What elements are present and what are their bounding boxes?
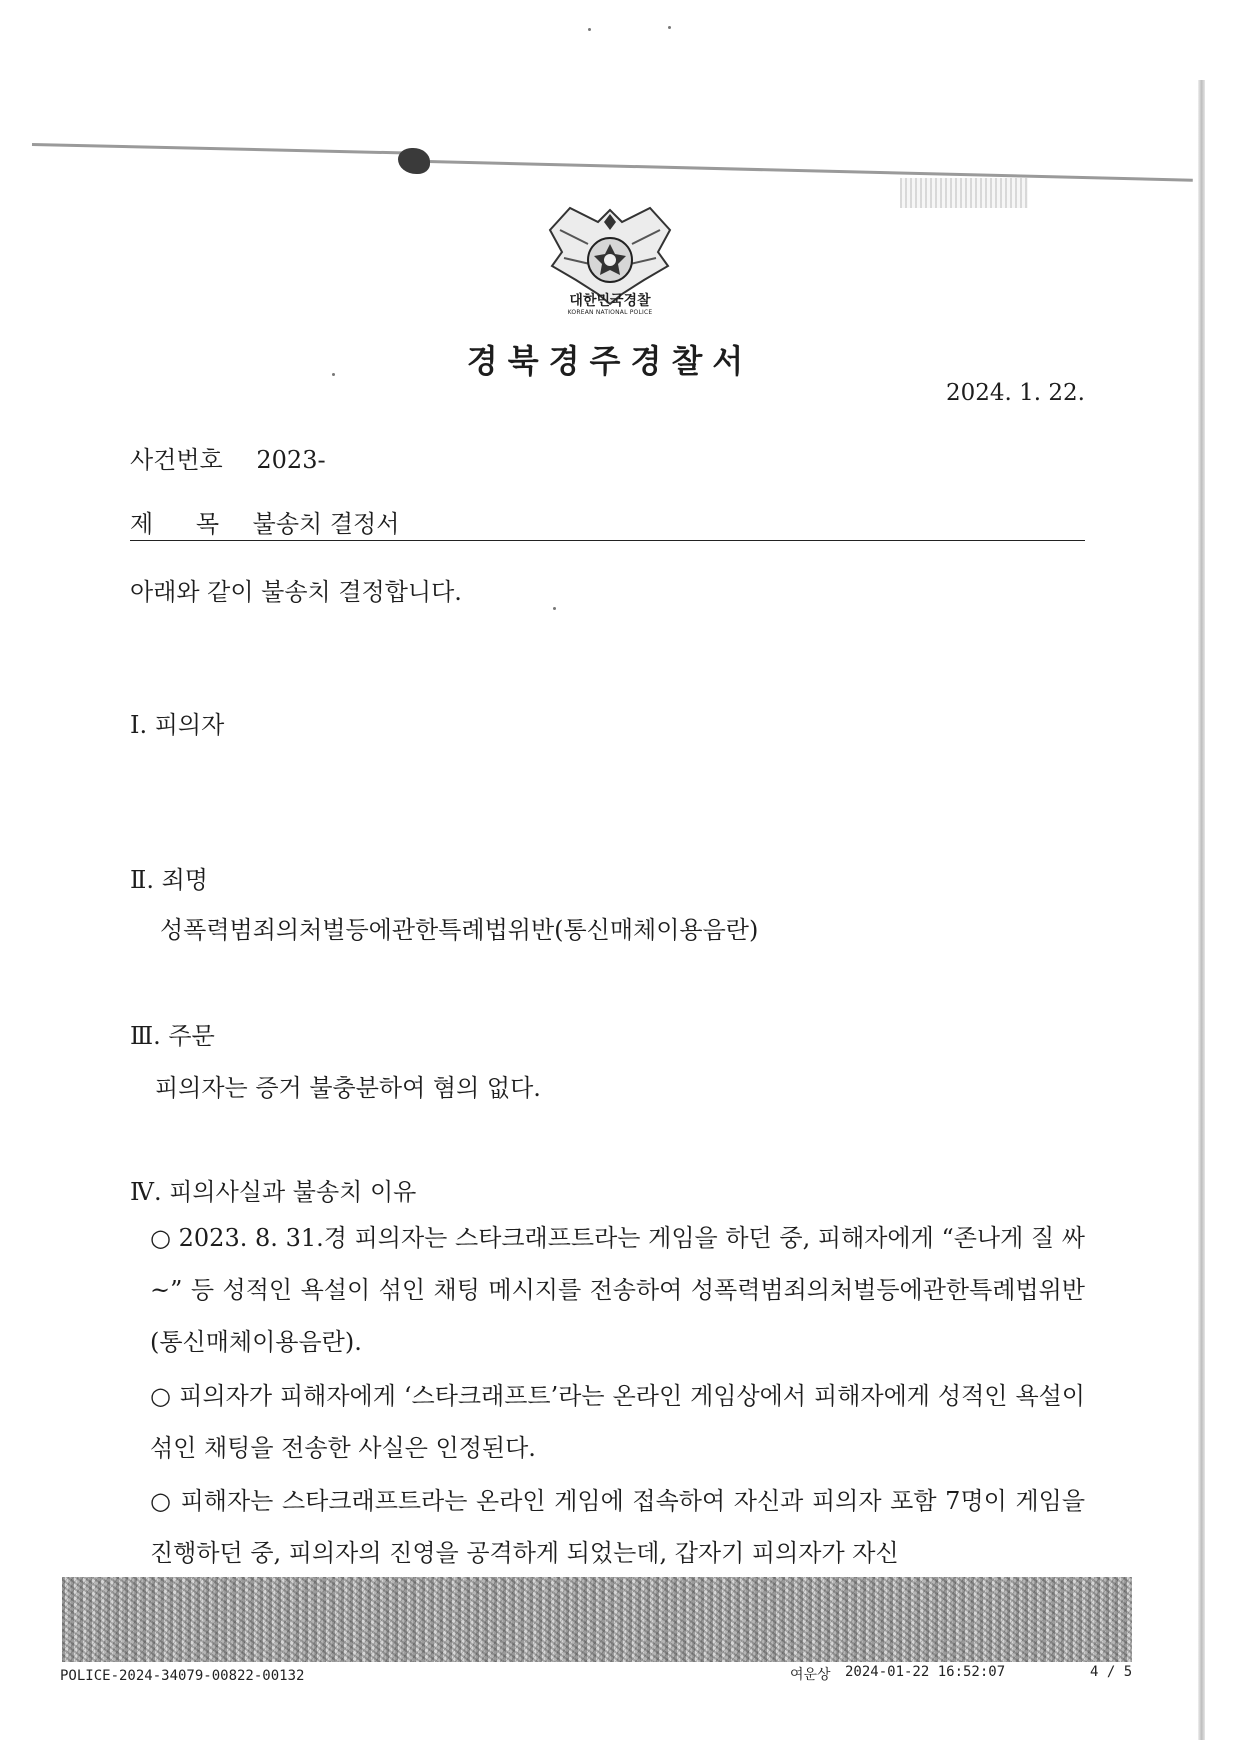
- footer-doc-id: POLICE-2024-34079-00822-00132: [60, 1668, 305, 1684]
- divider: [130, 540, 1085, 541]
- case-number-value: 2023-: [256, 446, 326, 474]
- document-date: 2024. 1. 22.: [946, 380, 1085, 406]
- section-suspect-title: Ⅰ. 피의자: [130, 711, 225, 739]
- speck: [332, 373, 335, 376]
- page-edge-shadow: [1198, 80, 1205, 1740]
- org-name-english: KOREAN NATIONAL POLICE: [567, 309, 653, 316]
- reason-paragraph-1: ○ 2023. 8. 31.경 피의자는 스타크래프트라는 게임을 하던 중, 피해자에게 “존나게 질 싸~” 등 성적인 욕설이 섞인 채팅 메시지를 전송하여 성폭력범죄의처벌등에관한특례법위반(통신매체이용음란).: [150, 1224, 1085, 1356]
- subject-label: 제 목: [130, 510, 219, 538]
- security-pattern: [62, 1577, 1132, 1662]
- section-order-title: Ⅲ. 주문: [130, 1022, 215, 1050]
- speck: [553, 607, 556, 610]
- org-name-korean: 대한민국경찰: [569, 293, 651, 309]
- speck: [588, 28, 591, 31]
- scan-fold-line: [32, 143, 402, 154]
- footer-timestamp: 2024-01-22 16:52:07: [845, 1664, 1006, 1680]
- charge-text: 성폭력범죄의처벌등에관한특례법위반(통신매체이용음란): [160, 916, 759, 944]
- reason-paragraph-2: ○ 피의자가 피해자에게 ‘스타크래프트’라는 온라인 게임상에서 피해자에게 성적인 욕설이 섞인 채팅을 전송한 사실은 인정된다.: [150, 1382, 1085, 1462]
- stamp-mark: [900, 178, 1028, 208]
- intro-text: 아래와 같이 불송치 결정합니다.: [130, 578, 462, 606]
- police-station-title: 경북경주경찰서: [466, 342, 754, 380]
- footer-page-number: 4 / 5: [1090, 1664, 1133, 1680]
- section-charge-title: Ⅱ. 죄명: [130, 866, 208, 894]
- order-text: 피의자는 증거 불충분하여 혐의 없다.: [155, 1074, 541, 1102]
- ink-blot: [398, 148, 430, 174]
- scan-fold-line-right: [428, 160, 1193, 182]
- subject-row: [130, 504, 399, 539]
- speck: [668, 26, 671, 29]
- section-reason-title: Ⅳ. 피의사실과 불송치 이유: [130, 1178, 417, 1206]
- case-number-label: 사건번호: [130, 446, 223, 474]
- case-number-row: [130, 440, 326, 475]
- reason-paragraph-3: ○ 피해자는 스타크래프트라는 온라인 게임에 접속하여 자신과 피의자 포함 7명이 게임을 진행하던 중, 피의자의 진영을 공격하게 되었는데, 갑자기 피의자가 자신: [150, 1487, 1085, 1567]
- subject-value: 불송치 결정서: [252, 510, 400, 538]
- footer-user: 여운상: [790, 1667, 831, 1683]
